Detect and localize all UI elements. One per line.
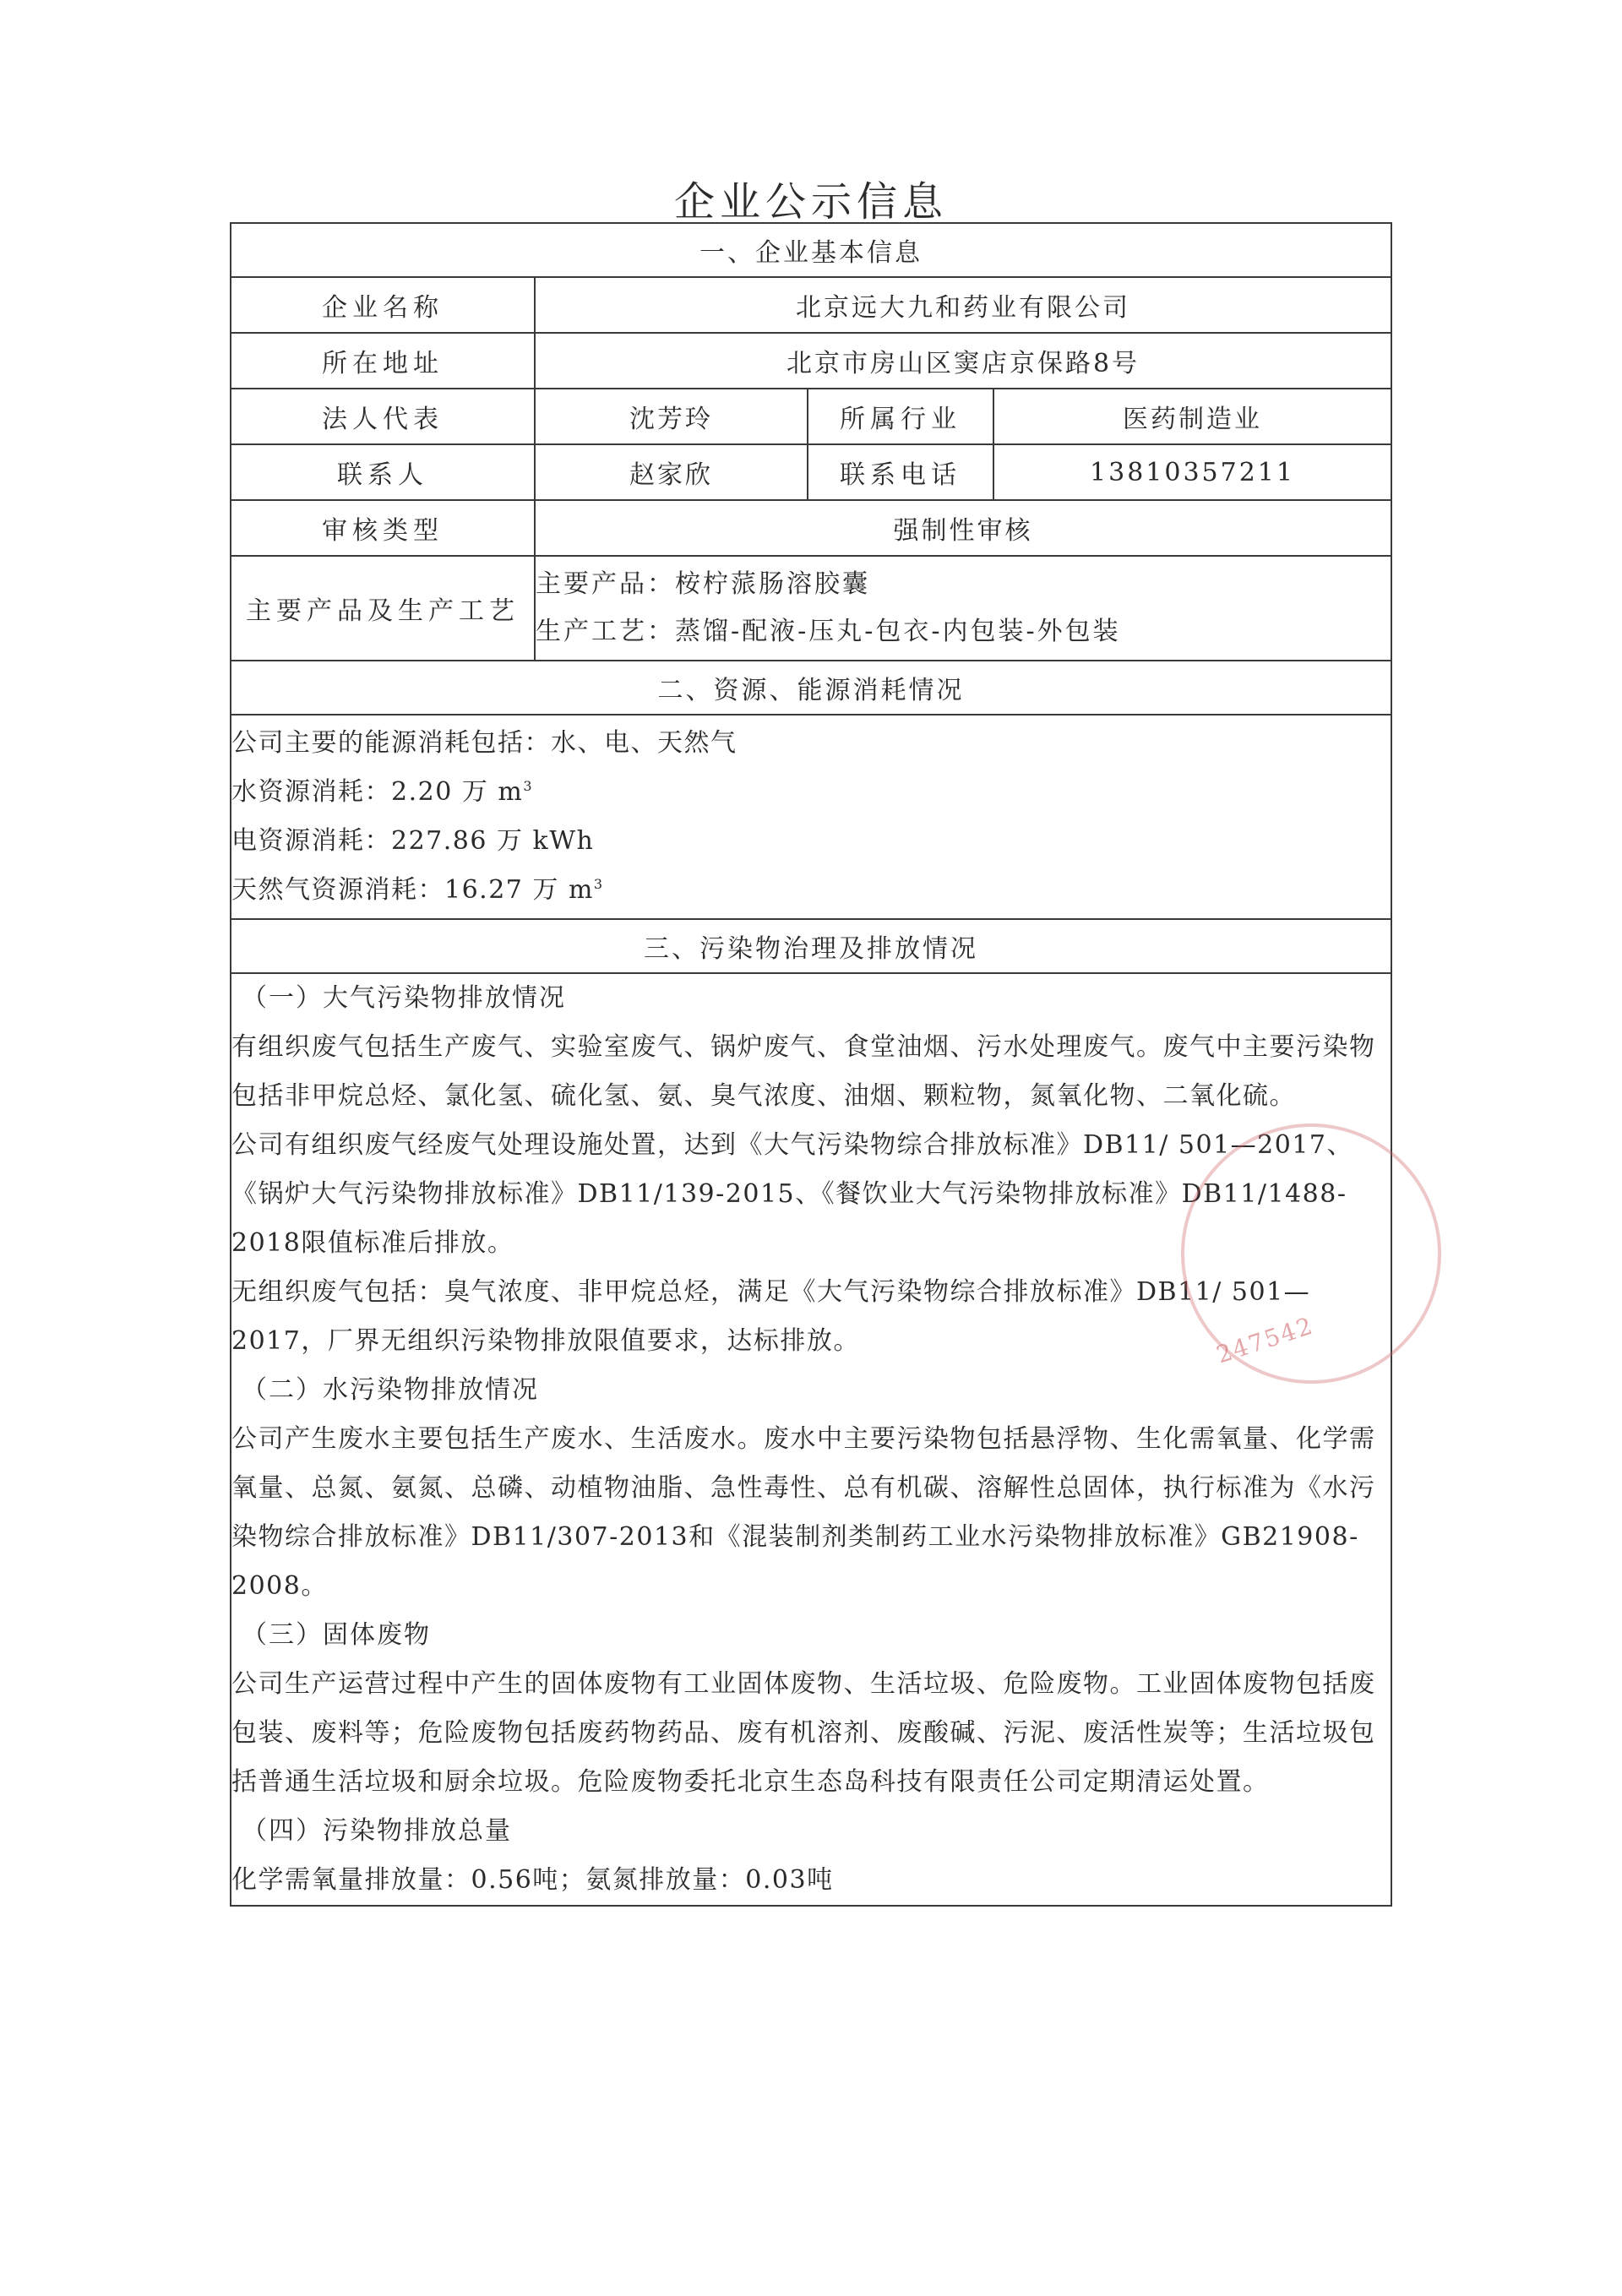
- water-consumption-text: 水资源消耗：2.20 万 m: [231, 777, 524, 807]
- section2-heading: 二、资源、能源消耗情况: [231, 661, 1391, 715]
- contact-value: 赵家欣: [535, 444, 808, 500]
- gas-consumption-text: 天然气资源消耗：16.27 万 m: [231, 875, 594, 905]
- section1-heading: 一、企业基本信息: [231, 223, 1391, 277]
- section2-header-row: [231, 661, 1391, 715]
- air-paragraph-1: 有组织废气包括生产废气、实验室废气、锅炉废气、食堂油烟、污水处理废气。废气中主要污染物包括非甲烷总烃、氯化氢、硫化氢、氨、臭气浓度、油烟、颗粒物，氮氧化物、二氧化硫。: [231, 1032, 1376, 1111]
- legal-rep-row: [231, 389, 1391, 444]
- section3-heading: 三、污染物治理及排放情况: [231, 919, 1391, 973]
- contact-row: [231, 444, 1391, 500]
- audit-type-label: 审核类型: [231, 500, 535, 556]
- air-title: （一）大气污染物排放情况: [242, 983, 566, 1013]
- phone-label: 联系电话: [808, 444, 993, 500]
- gas-consumption: [231, 866, 1391, 915]
- audit-type-row: [231, 500, 1391, 556]
- solid-waste-paragraph: 公司生产运营过程中产生的固体废物有工业固体废物、生活垃圾、危险废物。工业固体废物包括废包装、废料等；危险废物包括废药物药品、废有机溶剂、废酸碱、污泥、废活性炭等；生活垃圾包括普通生活垃圾和厨余垃圾。危险废物委托北京生态岛科技有限责任公司定期清运处置。: [231, 1669, 1376, 1797]
- products-row: [231, 556, 1391, 661]
- cubic-superscript: 3: [523, 778, 534, 794]
- energy-cell: [231, 715, 1391, 919]
- legal-rep-label: 法人代表: [231, 389, 535, 444]
- solid-waste-title: （三）固体废物: [242, 1620, 431, 1650]
- total-emission-title: （四）污染物排放总量: [242, 1816, 512, 1846]
- company-name-value: 北京远大九和药业有限公司: [535, 277, 1391, 333]
- disclosure-table: [230, 222, 1392, 1907]
- industry-label: 所属行业: [808, 389, 993, 444]
- main-products: 主要产品：桉柠蒎肠溶胶囊: [536, 569, 870, 599]
- energy-intro: 公司主要的能源消耗包括：水、电、天然气: [231, 728, 738, 758]
- products-cell: [535, 556, 1391, 661]
- pollution-cell: [231, 973, 1391, 1906]
- production-process: 生产工艺：蒸馏-配液-压丸-包衣-内包装-外包装: [536, 617, 1121, 646]
- legal-rep-value: 沈芳玲: [535, 389, 808, 444]
- air-paragraph-2: 公司有组织废气经废气处理设施处置，达到《大气污染物综合排放标准》DB11/ 501—2017、《锅炉大气污染物排放标准》DB11/139-2015、《餐饮业大气污染物排放标准》DB11/1488-2018限值标准后排放。: [231, 1130, 1354, 1258]
- company-name-row: [231, 277, 1391, 333]
- products-label: 主要产品及生产工艺: [231, 556, 535, 661]
- address-value: 北京市房山区窦店京保路8号: [535, 333, 1391, 389]
- energy-row: [231, 715, 1391, 919]
- contact-label: 联系人: [231, 444, 535, 500]
- seal-code: 247542: [1212, 1311, 1318, 1369]
- cubic-superscript: 3: [593, 876, 604, 892]
- section3-header-row: [231, 919, 1391, 973]
- water-consumption: [231, 768, 1391, 817]
- address-row: [231, 333, 1391, 389]
- electricity-consumption: 电资源消耗：227.86 万 kWh: [231, 826, 595, 856]
- page-title: 企业公示信息: [673, 178, 948, 226]
- address-label: 所在地址: [231, 333, 535, 389]
- audit-type-value: 强制性审核: [535, 500, 1391, 556]
- pollution-row: [231, 973, 1391, 1906]
- water-paragraph: 公司产生废水主要包括生产废水、生活废水。废水中主要污染物包括悬浮物、生化需氧量、化学需氧量、总氮、氨氮、总磷、动植物油脂、急性毒性、总有机碳、溶解性总固体，执行标准为《水污染物综合排放标准》DB11/307-2013和《混装制剂类制药工业水污染物排放标准》GB21908-2008。: [231, 1424, 1376, 1601]
- industry-value: 医药制造业: [993, 389, 1391, 444]
- company-name-label: 企业名称: [231, 277, 535, 333]
- total-emission-paragraph: 化学需氧量排放量：0.56吨；氨氮排放量：0.03吨: [231, 1865, 834, 1895]
- section1-header-row: [231, 223, 1391, 277]
- phone-value: 13810357211: [993, 444, 1391, 500]
- air-paragraph-3: 无组织废气包括：臭气浓度、非甲烷总烃，满足《大气污染物综合排放标准》DB11/ 501—2017，厂界无组织污染物排放限值要求，达标排放。: [231, 1277, 1311, 1356]
- water-title: （二）水污染物排放情况: [242, 1375, 539, 1405]
